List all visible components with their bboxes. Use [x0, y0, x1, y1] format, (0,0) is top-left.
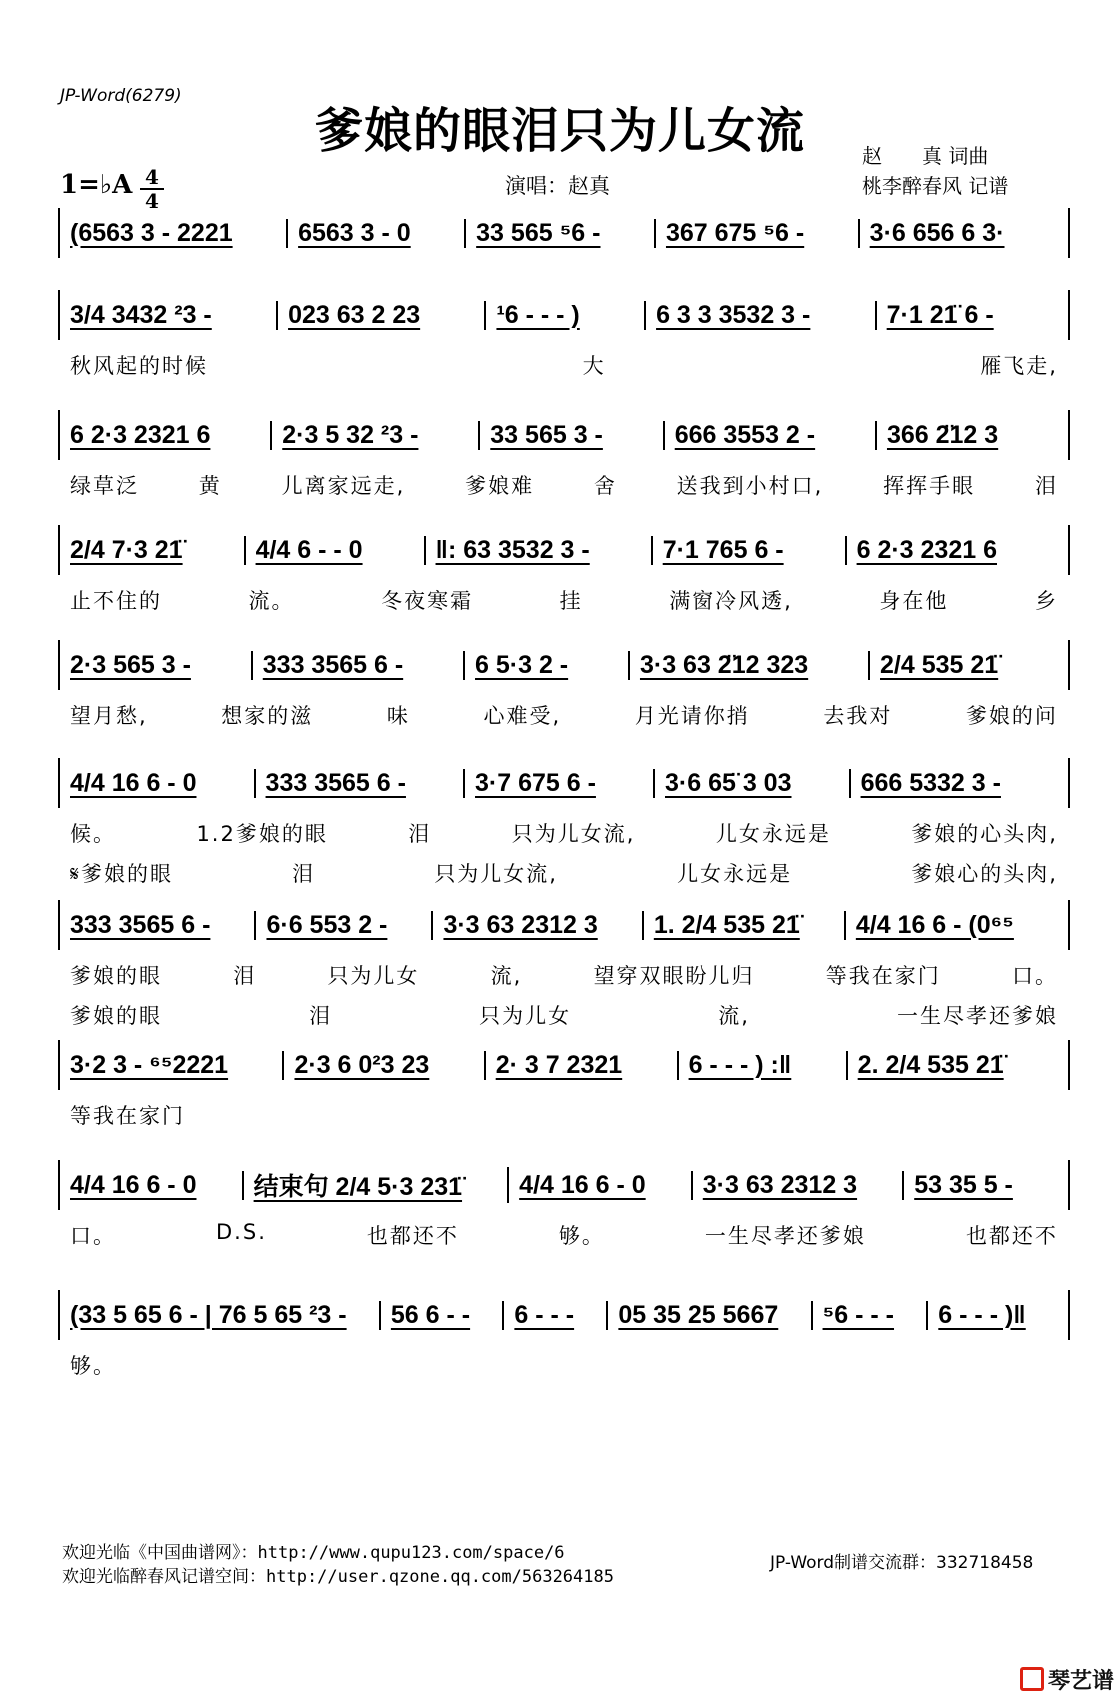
measure: 3·3 63 2312 3 [703, 1171, 904, 1200]
lyric-phrase: 泪 [292, 862, 316, 886]
lyric-phrase: 也都还不 [366, 1224, 459, 1248]
lyric-line [58, 350, 1070, 380]
measure: 023 63 2 23 [288, 301, 486, 330]
lyric-phrase: 只为儿女 [327, 964, 420, 988]
note-line [58, 208, 1070, 258]
lyric-line [58, 470, 1070, 500]
measure: 2/4 7·3 21̈ [70, 536, 246, 565]
lyric-phrase: 爹娘心的头肉, [911, 862, 1058, 886]
measure: (33 5 65 6 - | 76 5 65 ²3 - [70, 1301, 381, 1330]
lyric-phrase: 爹娘的眼 [70, 964, 162, 988]
lyric-phrase: 爹娘难 [465, 474, 535, 498]
note-line [58, 1290, 1070, 1340]
lyric-phrase: 只为儿女流, [434, 862, 558, 886]
lyric-phrase: 爹娘的问 [965, 704, 1058, 728]
score-system [58, 208, 1070, 258]
measure: 333 3565 6 - [266, 769, 465, 798]
measure: 6 - - - [514, 1301, 608, 1330]
measure: 53 35 5 - [914, 1170, 1013, 1199]
lyric-phrase: 舍 [593, 474, 617, 498]
lyric-phrase: 泪 [309, 1004, 333, 1028]
lyric-phrase: 只为儿女流, [511, 822, 636, 846]
lyric-line [58, 1350, 1070, 1380]
lyric-phrase: 流, [718, 1004, 750, 1028]
measure: (6563 3 - 2221 [70, 219, 288, 248]
lyric-phrase: 等我在家门 [70, 1104, 185, 1128]
measure: 2·3 565 3 - [70, 651, 253, 680]
score-system [58, 1290, 1070, 1380]
measure: 6 3 3 3532 3 - [656, 301, 877, 330]
measure: 2. 2/4 535 21̈ [857, 1050, 1004, 1079]
lyric-phrase: 雁飞走, [980, 354, 1058, 378]
transcriber-credit: 桃李醉春风 记谱 [862, 174, 1009, 198]
lyric-line [58, 700, 1070, 730]
measure: 2· 3 7 2321 [496, 1051, 679, 1080]
measure: 4/4 16 6 - 0 [70, 769, 256, 798]
measure: 2/4 535 21̈ [880, 650, 999, 679]
measure: 56 6 - - [391, 1301, 504, 1330]
lyric-phrase: 爹娘的眼 [70, 1004, 162, 1028]
lyric-line [58, 960, 1070, 990]
measure: 333 3565 6 - [70, 911, 256, 940]
measure: 3·3 63 2̈12 323 [640, 651, 870, 680]
measure: 367 675 ⁵6 - [666, 219, 860, 248]
measure: 6 5·3 2 - [475, 651, 630, 680]
measure: 33 565 3 - [490, 421, 664, 450]
lyric-phrase: 等我在家门 [825, 964, 941, 988]
lyric-phrase: 秋风起的时候 [70, 354, 208, 378]
time-signature [140, 167, 164, 211]
lyric-phrase: 乡 [1034, 589, 1058, 613]
lyric-phrase: 挂 [559, 589, 583, 613]
app-tag: JP-Word(6279) [60, 86, 182, 106]
measure: 3·2 3 - ⁶⁵2221 [70, 1051, 284, 1080]
score-system [58, 410, 1070, 500]
lyric-phrase: 去我对 [823, 704, 893, 728]
measure: 1. 2/4 535 21̈ [654, 911, 846, 940]
lyric-phrase: 口。 [70, 1224, 116, 1248]
footer-link-qzone[interactable]: 欢迎光临醉春风记谱空间：http://user.qzone.qq.com/563264185 [62, 1567, 614, 1587]
measure: 05 35 25 5667 [618, 1301, 812, 1330]
logo-text: 琴艺谱 [1048, 1669, 1115, 1694]
lyric-phrase: 流, [490, 964, 523, 988]
footer-link-qupu[interactable]: 欢迎光临《中国曲谱网》：http://www.qupu123.com/space/6 [62, 1543, 565, 1563]
lyricist-credit: 赵 真 词曲 [862, 144, 989, 168]
measure: 4/4 16 6 - (0⁶⁵ [855, 910, 1014, 939]
lyric-phrase: 想家的滋 [221, 704, 314, 728]
measure: 666 3553 2 - [675, 421, 877, 450]
lyric-phrase: D.S. [216, 1220, 267, 1244]
measure: 666 5332 3 - [860, 768, 1001, 797]
note-line [58, 900, 1070, 950]
lyric-phrase: 𝄋爹娘的眼 [70, 862, 174, 886]
note-line [58, 525, 1070, 575]
lyric-phrase: 一生尽孝还爹娘 [704, 1224, 866, 1248]
footer-group: JP-Word制谱交流群：332718458 [770, 1553, 1034, 1573]
lyric-phrase: 绿草泛 [70, 474, 139, 498]
measure: 结束句 2/4 5·3 231̈ [254, 1167, 510, 1203]
score-system [58, 640, 1070, 730]
measure: 4/4 6 - - 0 [256, 536, 426, 565]
lyric-line-second-verse [58, 1000, 1070, 1030]
song-title: 爹娘的眼泪只为儿女流 [314, 103, 805, 159]
measure: 6 - - - )‖ [938, 1300, 1026, 1329]
score-system [58, 758, 1070, 888]
measure: 6 2·3 2321 6 [856, 535, 997, 564]
measure: 3·6 656 6 3· [869, 218, 1005, 247]
logo-icon [1020, 1667, 1044, 1691]
note-line [58, 1160, 1070, 1210]
lyric-phrase: 泪 [1034, 474, 1058, 498]
lyric-phrase: 1.2爹娘的眼 [196, 822, 328, 846]
key-signature: 1=♭A [60, 170, 133, 200]
lyric-line [58, 1220, 1070, 1250]
lyric-phrase: 口。 [1012, 964, 1058, 988]
lyric-phrase: 望穿双眼盼儿归 [593, 964, 755, 988]
note-line [58, 410, 1070, 460]
score-system [58, 1040, 1070, 1130]
measure: ‖: 63 3532 3 - [436, 536, 653, 565]
score-system [58, 1160, 1070, 1250]
lyric-phrase: 泪 [408, 822, 432, 846]
lyric-phrase: 候。 [70, 822, 116, 846]
measure: 2·3 6 0²3 23 [294, 1051, 485, 1080]
measure: 4/4 16 6 - 0 [519, 1171, 693, 1200]
measure: 7·1 21̈ 6 - [886, 300, 994, 329]
lyric-phrase: 泪 [233, 964, 257, 988]
lyric-phrase: 只为儿女 [479, 1004, 572, 1028]
measure: 2·3 5 32 ²3 - [282, 421, 480, 450]
lyric-phrase: 儿女永远是 [677, 862, 793, 886]
score-system [58, 525, 1070, 615]
brand-logo [1020, 1664, 1114, 1695]
measure: 6 2·3 2321 6 [70, 421, 272, 450]
lyric-phrase: 送我到小村口, [676, 474, 824, 498]
measure: 333 3565 6 - [263, 651, 465, 680]
measure: 3·7 675 6 - [475, 769, 655, 798]
time-signature-top: 4 [145, 165, 159, 189]
note-line [58, 290, 1070, 340]
lyric-phrase: 大 [582, 354, 606, 378]
score-system [58, 290, 1070, 380]
lyric-line-second-verse [58, 858, 1070, 888]
lyric-line [58, 1100, 1070, 1130]
measure: 3/4 3432 ²3 - [70, 301, 278, 330]
measure: 4/4 16 6 - 0 [70, 1171, 244, 1200]
lyric-line [58, 585, 1070, 615]
measure: ⁵6 - - - [823, 1301, 929, 1330]
lyric-phrase: 止不住的 [70, 589, 162, 613]
lyric-phrase: 够。 [70, 1354, 116, 1378]
lyric-phrase: 儿离家远走, [281, 474, 406, 498]
note-line [58, 1040, 1070, 1090]
time-signature-bottom: 4 [145, 189, 159, 213]
note-line [58, 640, 1070, 690]
lyric-phrase: 也都还不 [965, 1224, 1058, 1248]
lyric-phrase: 儿女永远是 [715, 822, 831, 846]
measure: 3·3 63 2312 3 [443, 911, 643, 940]
lyric-phrase: 望月愁, [70, 704, 148, 728]
lyric-phrase: 身在他 [879, 589, 949, 613]
measure: 6 - - - ) :‖ [689, 1051, 848, 1080]
lyric-phrase: 流。 [248, 589, 295, 613]
lyric-phrase: 心难受, [483, 704, 562, 728]
measure: 6·6 553 2 - [266, 911, 433, 940]
measure: 366 2̈12 3 [886, 420, 999, 449]
measure: ¹6 - - - ) [496, 301, 646, 330]
note-line [58, 758, 1070, 808]
lyric-phrase: 黄 [198, 474, 222, 498]
lyric-phrase: 够。 [558, 1224, 605, 1248]
measure: 33 565 ⁵6 - [476, 219, 656, 248]
lyric-phrase: 一生尽孝还爹娘 [897, 1004, 1058, 1028]
lyric-phrase: 月光请你捎 [634, 704, 750, 728]
lyric-phrase: 味 [386, 704, 410, 728]
measure: 6563 3 - 0 [298, 219, 466, 248]
measure: 3·6 65̈ 3 03 [665, 769, 851, 798]
lyric-phrase: 爹娘的心头肉, [911, 822, 1058, 846]
lyric-line [58, 818, 1070, 848]
lyric-phrase: 满窗冷风透, [669, 589, 793, 613]
singer-credit: 演唱：赵真 [505, 174, 610, 198]
measure: 7·1 765 6 - [663, 536, 847, 565]
lyric-phrase: 挥挥手眼 [883, 474, 976, 498]
lyric-phrase: 冬夜寒霜 [381, 589, 474, 613]
score-system [58, 900, 1070, 1030]
